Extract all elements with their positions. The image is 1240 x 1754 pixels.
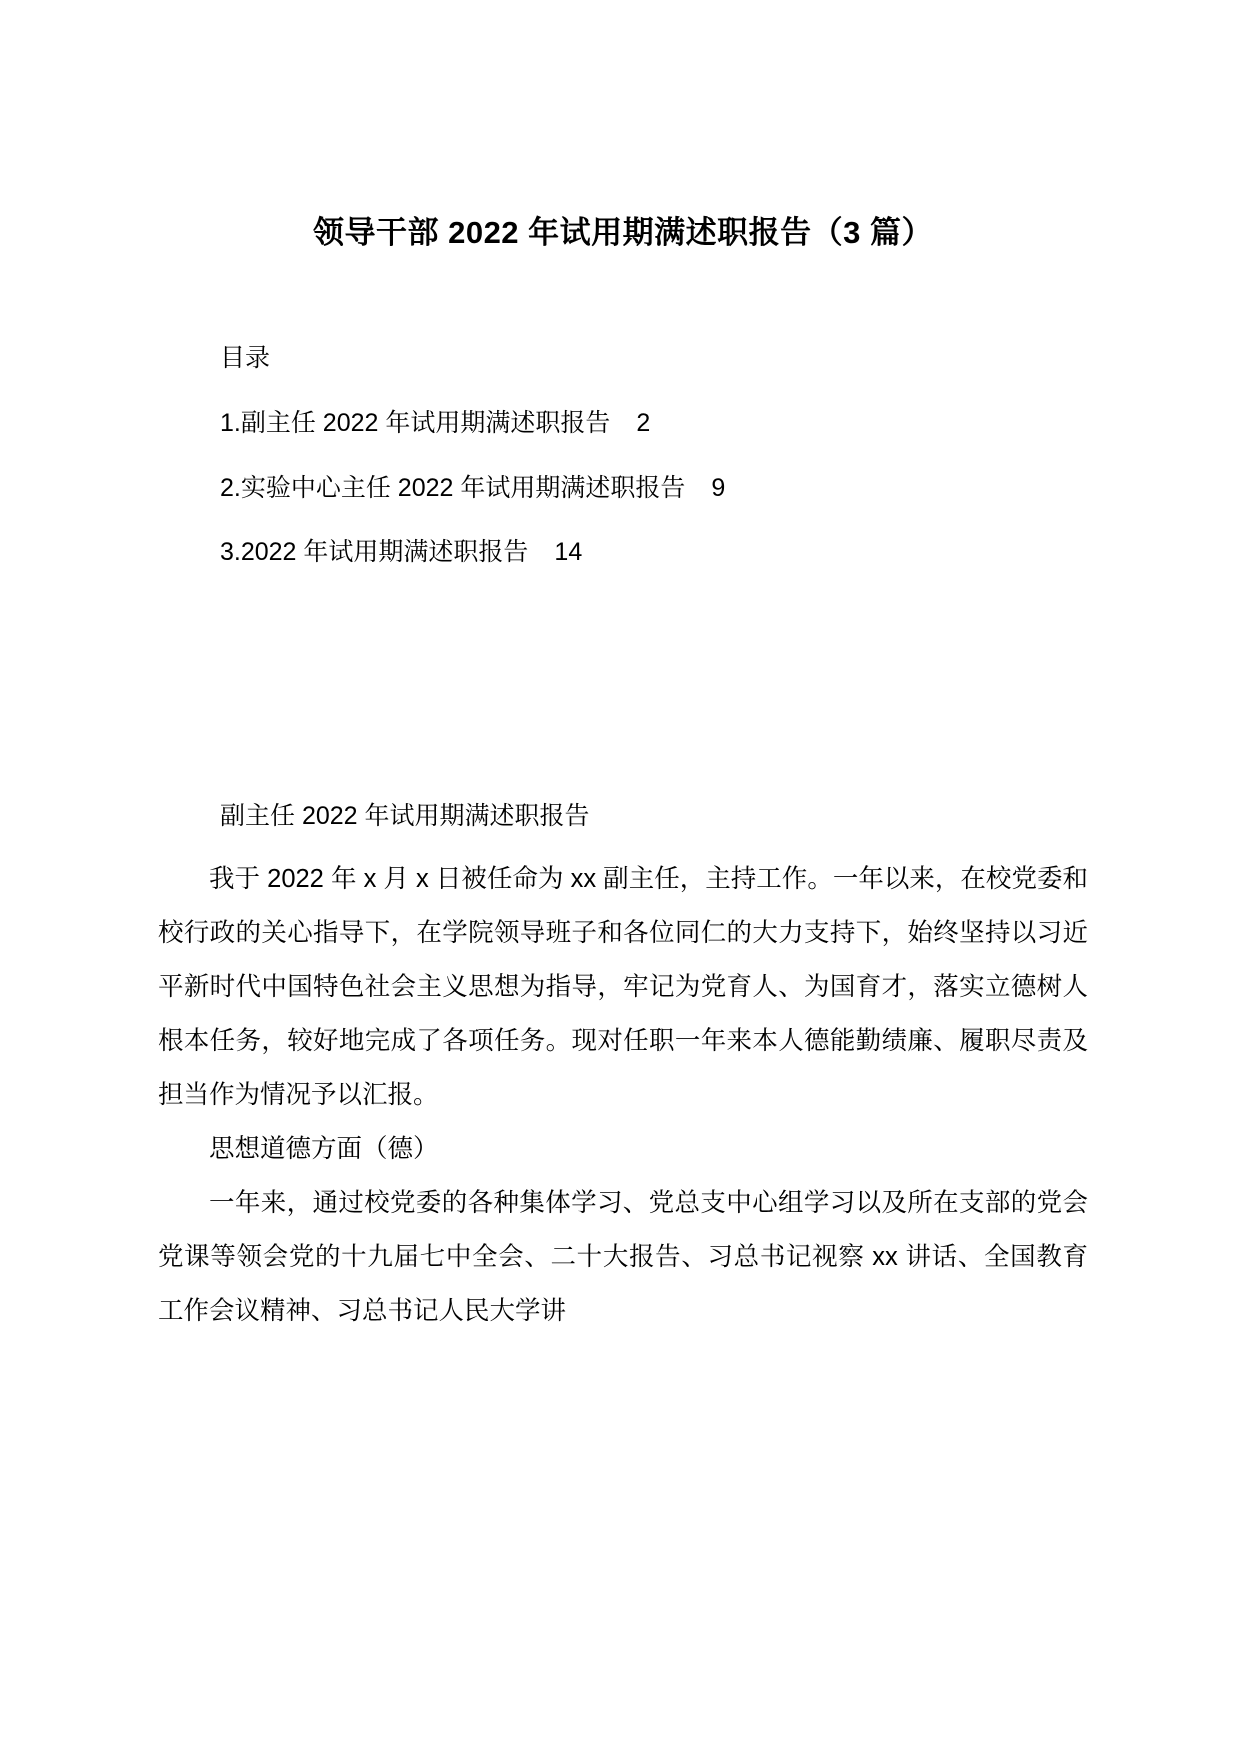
body-paragraph-1: 我于 2022 年 x 月 x 日被任命为 xx 副主任，主持工作。一年以来，在校党委和校行政的关心指导下，在学院领导班子和各位同仁的大力支持下，始终坚持以习近平新时代中国特色社会主义思想为指导，牢记为党育人、为国育才，落实立德树人根本任务，较好地完成了各项任务。现对任职一年来本人德能勤绩廉、履职尽责及担当作为情况予以汇报。 (158, 865, 1088, 1110)
toc-entry-label: 2.实验中心主任 2022 年试用期满述职报告 (220, 473, 686, 502)
page-title: 领导干部 2022 年试用期满述职报告（3 篇） (312, 215, 934, 250)
toc-entry-2[interactable] (158, 472, 1088, 506)
toc-entry-label: 1.副主任 2022 年试用期满述职报告 (220, 408, 611, 437)
body-paragraph-2: 一年来，通过校党委的各种集体学习、党总支中心组学习以及所在支部的党会党课等领会党的十九届七中全会、二十大报告、习总书记视察 xx 讲话、全国教育工作会议精神、习总书记人民大学讲 (158, 1189, 1088, 1326)
report-body (158, 570, 1088, 1338)
toc-entry-label: 3.2022 年试用期满述职报告 (220, 538, 529, 567)
table-of-contents (158, 253, 1088, 570)
body-subheading-1: 思想道德方面（德） (209, 1135, 439, 1164)
toc-entry-page: 9 (711, 473, 726, 502)
toc-entry-page: 2 (636, 408, 651, 437)
paragraph-clip-region (158, 1176, 1088, 1338)
toc-entry-page: 14 (554, 538, 583, 567)
toc-heading: 目录 (220, 343, 271, 372)
toc-entry-3[interactable] (158, 536, 1088, 570)
toc-entry-1[interactable] (158, 407, 1088, 441)
section-heading: 副主任 2022 年试用期满述职报告 (220, 802, 590, 830)
page-content (158, 0, 1088, 1338)
